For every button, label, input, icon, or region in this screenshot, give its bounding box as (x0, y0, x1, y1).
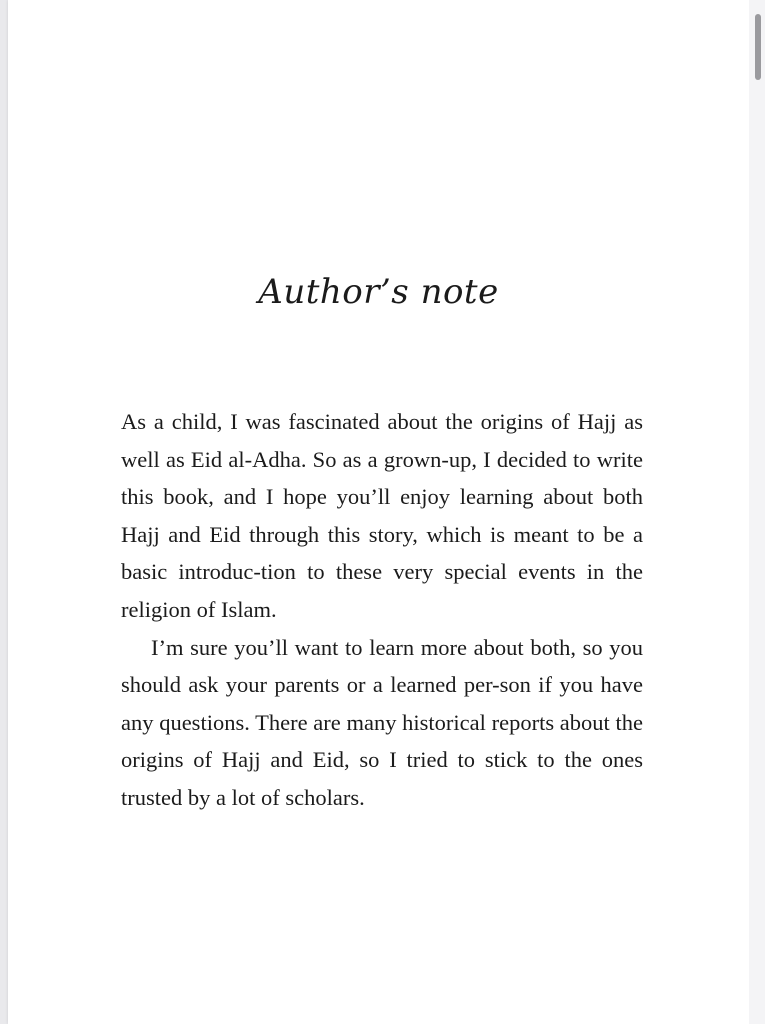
paragraph-2: I’m sure you’ll want to learn more about both, so you should ask your parents or a learned per-son if you have any questions. There are many historical reports about the origins of Hajj and Eid, so I tried to stick to the ones trusted by a lot of scholars. (121, 634, 643, 810)
paragraph-1: As a child, I was fascinated about the origins of Hajj as well as Eid al-Adha. So as a grown-up, I decided to write this book, and I hope you’ll enjoy learning about both Hajj and Eid through this story, which is meant to be a basic introduc-tion to these very special events in the religion of Islam. (121, 409, 643, 622)
page-title: Author’s note (258, 272, 499, 312)
body-text (121, 403, 643, 817)
scrollbar-thumb[interactable] (755, 14, 761, 80)
scrollbar-track[interactable] (749, 0, 765, 1024)
document-page (8, 0, 749, 1024)
